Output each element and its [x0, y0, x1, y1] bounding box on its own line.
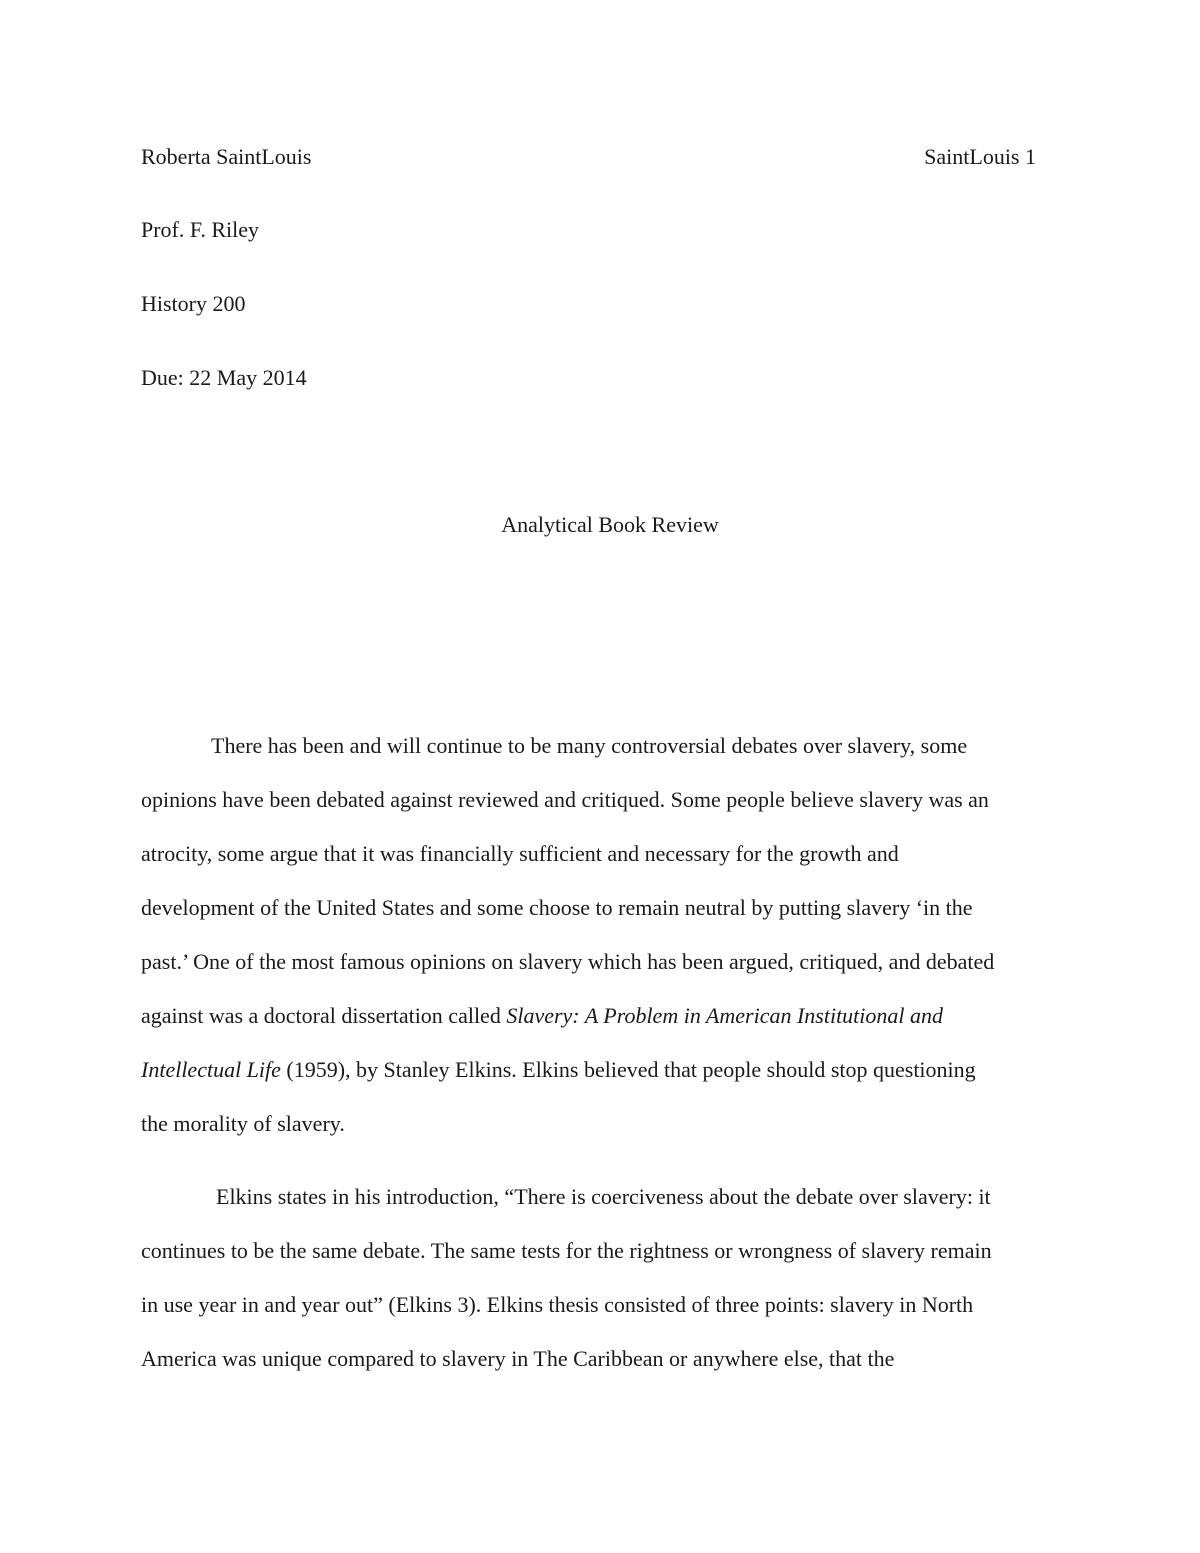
- book-title-italic: Slavery: A Problem in American Institutional and: [506, 1003, 944, 1028]
- running-header-page-number: SaintLouis 1: [924, 144, 1036, 169]
- paragraph-line: the morality of slavery.: [141, 1111, 345, 1136]
- due-date: Due: 22 May 2014: [141, 365, 307, 390]
- course-name: History 200: [141, 291, 246, 316]
- paragraph-line: Elkins states in his introduction, “There is coerciveness about the debate over slavery: it: [216, 1184, 991, 1209]
- paragraph-text: (1959), by Stanley Elkins. Elkins believed that people should stop questioning: [280, 1057, 976, 1082]
- paragraph-line: America was unique compared to slavery in The Caribbean or anywhere else, that the: [141, 1346, 895, 1371]
- paragraph-line: There has been and will continue to be many controversial debates over slavery, some: [211, 733, 968, 758]
- book-title-italic: Intellectual Life: [141, 1057, 281, 1082]
- paragraph-line: in use year in and year out” (Elkins 3). Elkins thesis consisted of three points: slavery in North: [141, 1292, 974, 1317]
- document-title: Analytical Book Review: [501, 512, 719, 537]
- paragraph-line: past.’ One of the most famous opinions on slavery which has been argued, critiqued, and debated: [141, 949, 995, 974]
- paragraph-text: against was a doctoral dissertation called: [141, 1003, 507, 1028]
- paragraph-line: development of the United States and some choose to remain neutral by putting slavery ‘in the: [141, 895, 973, 920]
- professor-name: Prof. F. Riley: [141, 217, 260, 242]
- paragraph-line: opinions have been debated against reviewed and critiqued. Some people believe slavery was an: [141, 787, 989, 812]
- paragraph-line: [141, 1003, 943, 1029]
- author-name: Roberta SaintLouis: [141, 144, 312, 169]
- paragraph-line: continues to be the same debate. The same tests for the rightness or wrongness of slavery remain: [141, 1238, 992, 1263]
- paragraph-line: [141, 1057, 976, 1083]
- paragraph-line: atrocity, some argue that it was financially sufficient and necessary for the growth and: [141, 841, 899, 866]
